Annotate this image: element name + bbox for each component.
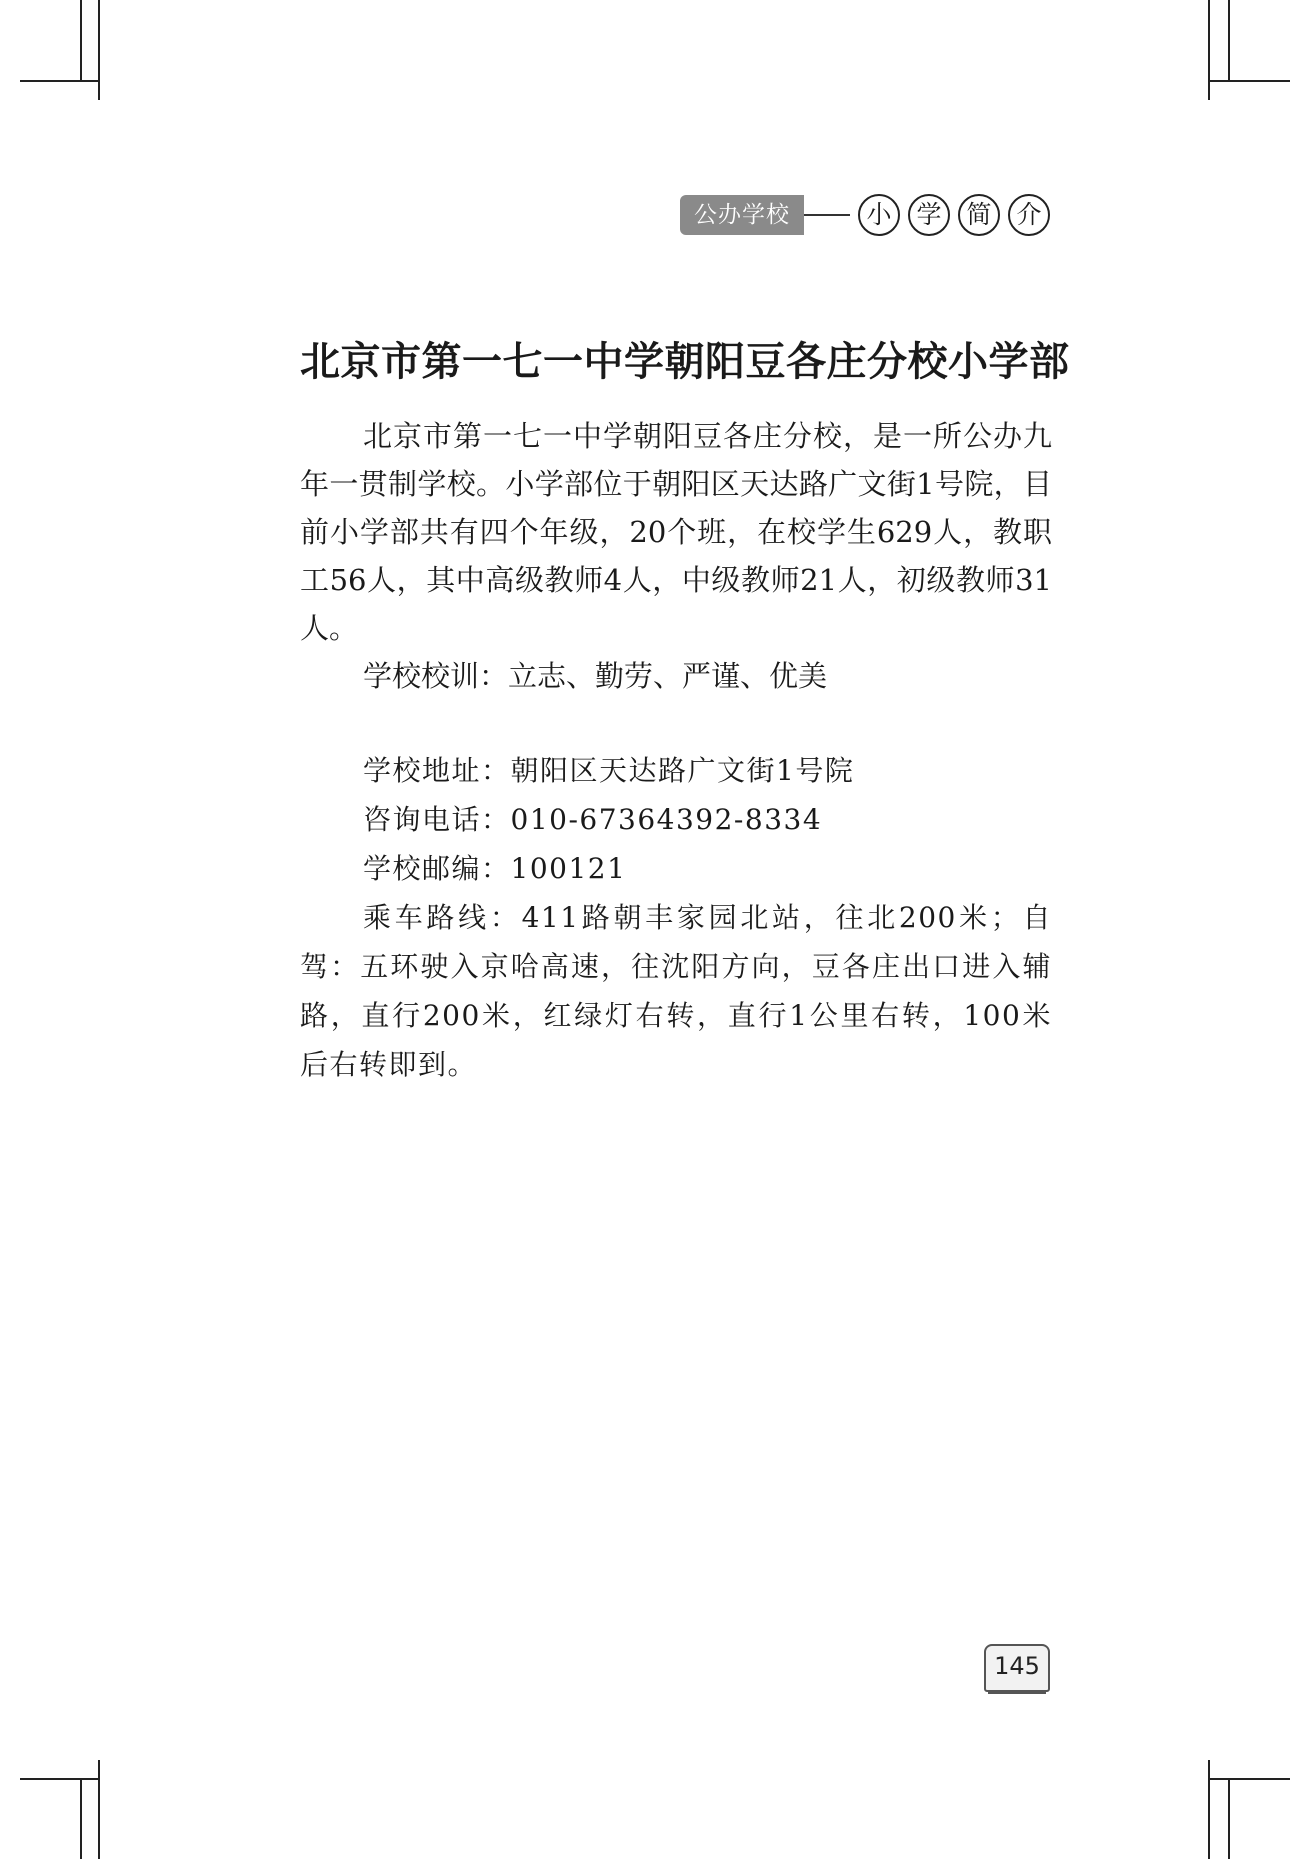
- crop-mark: [20, 1778, 100, 1780]
- section-tag-char: 简: [958, 194, 1000, 236]
- spacer: [300, 700, 1052, 746]
- school-phone: 咨询电话：010-67364392-8334: [363, 803, 823, 836]
- page-number-badge: [984, 1644, 1050, 1696]
- section-tag-char: 介: [1008, 194, 1050, 236]
- section-tag-connector: [804, 214, 850, 216]
- crop-mark: [98, 1760, 100, 1859]
- section-tag-char: 学: [908, 194, 950, 236]
- school-route: 乘车路线：411路朝丰家园北站，往北200米；自驾：五环驶入京哈高速，往沈阳方向，豆各庄出口进入辅路，直行200米，红绿灯右转，直行1公里右转，100米后右转即到。: [300, 901, 1052, 1081]
- school-description: [300, 412, 1052, 1089]
- section-tag-char: 小: [858, 194, 900, 236]
- school-motto: 学校校训：立志、勤劳、严谨、优美: [363, 659, 828, 693]
- section-tag-label: 公办学校: [680, 195, 804, 235]
- crop-mark: [1228, 1778, 1230, 1859]
- intro-paragraph: 北京市第一七一中学朝阳豆各庄分校，是一所公办九年一贯制学校。小学部位于朝阳区天达路广文街1号院，目前小学部共有四个年级，20个班，在校学生629人，教职工56人，其中高级教师4人，中级教师21人，初级教师31人。: [300, 419, 1052, 645]
- book-base: [988, 1690, 1046, 1694]
- crop-mark: [80, 0, 82, 80]
- crop-mark: [80, 1778, 82, 1859]
- crop-mark: [20, 80, 100, 82]
- crop-mark: [1210, 80, 1290, 82]
- crop-mark: [1210, 1778, 1290, 1780]
- crop-mark: [1208, 1760, 1210, 1859]
- page-number: 145: [994, 1652, 1040, 1680]
- school-address: 学校地址：朝阳区天达路广文街1号院: [363, 754, 855, 787]
- section-tag: [680, 193, 1050, 237]
- page-title: 北京市第一七一中学朝阳豆各庄分校小学部: [300, 339, 1070, 385]
- crop-mark: [1208, 0, 1210, 100]
- crop-mark: [1228, 0, 1230, 80]
- school-postcode: 学校邮编：100121: [363, 852, 627, 885]
- crop-mark: [98, 0, 100, 100]
